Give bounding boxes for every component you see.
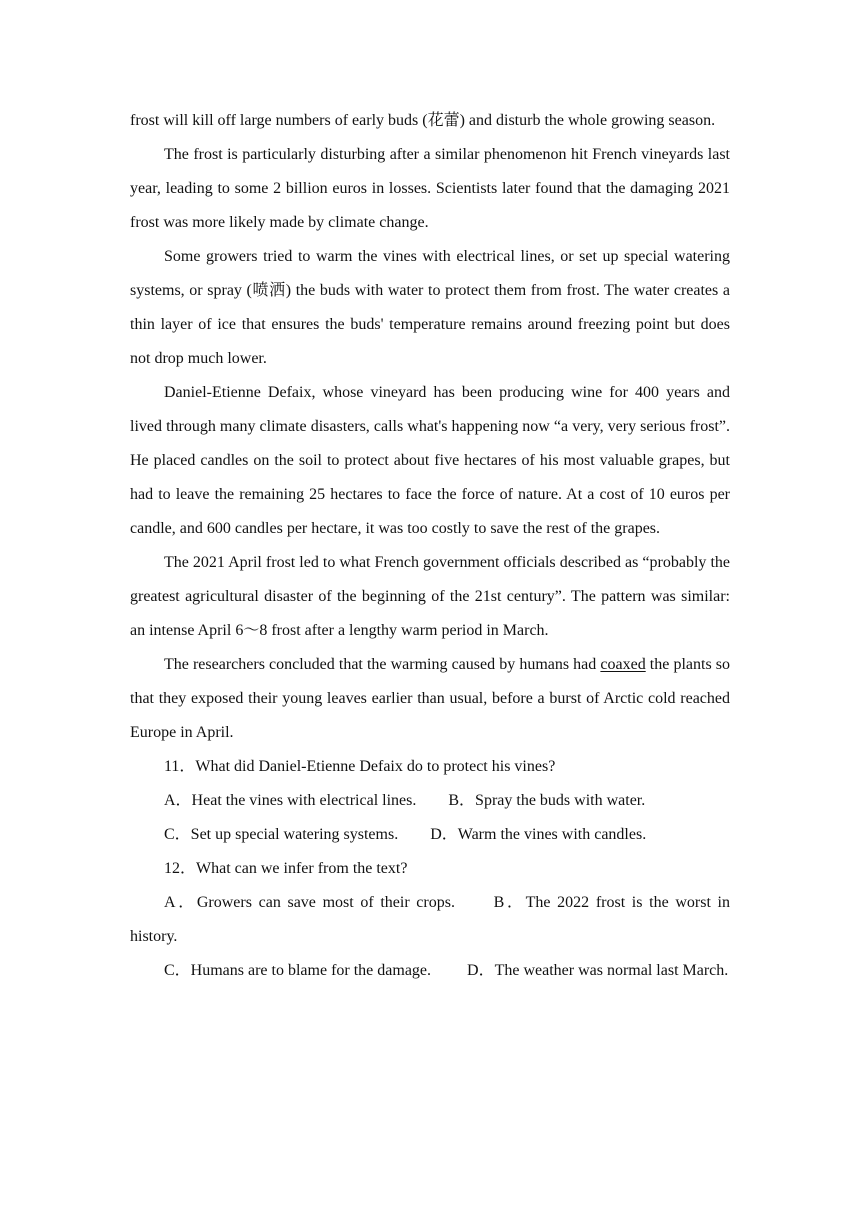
- question-11-option-d: D．Warm the vines with candles.: [430, 826, 647, 843]
- paragraph-french-vineyards: The frost is particularly disturbing after a similar phenomenon hit French vineyards last year, leading to some 2 billion euros in losses. Scientists later found that the damaging 2021 frost was more likely made by climate change.: [130, 146, 730, 231]
- question-11-options-row-2: [130, 818, 730, 852]
- document-page: [130, 104, 730, 988]
- question-11-option-b: B．Spray the buds with water.: [448, 792, 646, 809]
- question-11-option-c: C．Set up special watering systems.: [164, 826, 399, 843]
- question-12-options-row-1: [130, 886, 730, 954]
- question-12-option-a: A．Growers can save most of their crops.: [164, 894, 455, 911]
- paragraph-defaix: Daniel-Etienne Defaix, whose vineyard has been producing wine for 400 years and lived through many climate disasters, calls what's happening now “a very, very serious frost”. He placed candles on the soil to protect about five hectares of his most valuable grapes, but had to leave the remaining 25 hectares to face the force of nature. At a cost of 10 euros per candle, and 600 candles per hectare, it was too costly to save the rest of the grapes.: [130, 384, 730, 537]
- paragraph-frost-buds: frost will kill off large numbers of early buds (花蕾) and disturb the whole growing season.: [130, 112, 716, 129]
- researchers-text-before: The researchers concluded that the warming caused by humans had: [164, 656, 601, 673]
- paragraph-growers-methods: Some growers tried to warm the vines with electrical lines, or set up special watering systems, or spray (喷洒) the buds with water to protect them from frost. The water creates a thin layer of ice that ensures the buds' temperature remains around freezing point but does not drop much lower.: [130, 248, 730, 367]
- paragraph-researchers: [130, 648, 730, 750]
- question-12-option-b: B．The 2022 frost is the worst in history.: [130, 894, 730, 945]
- question-12-option-d: D．The weather was normal last March.: [467, 962, 729, 979]
- underlined-word-coaxed: coaxed: [600, 656, 646, 673]
- question-11-stem: 11．What did Daniel-Etienne Defaix do to protect his vines?: [164, 758, 556, 775]
- question-12-options-row-2: [130, 954, 730, 988]
- researchers-text-after: the plants so that they exposed their young leaves earlier than usual, before a burst of Arctic cold reached Europe in April.: [130, 656, 730, 741]
- question-12-stem: 12．What can we infer from the text?: [164, 860, 408, 877]
- question-12-option-c: C．Humans are to blame for the damage.: [164, 962, 432, 979]
- question-11-options-row-1: [130, 784, 730, 818]
- paragraph-2021-frost: The 2021 April frost led to what French government officials described as “probably the greatest agricultural disaster of the beginning of the 21st century”. The pattern was similar: an intense April 6～8 frost after a lengthy warm period in March.: [130, 554, 730, 639]
- question-11-option-a: A．Heat the vines with electrical lines.: [164, 792, 417, 809]
